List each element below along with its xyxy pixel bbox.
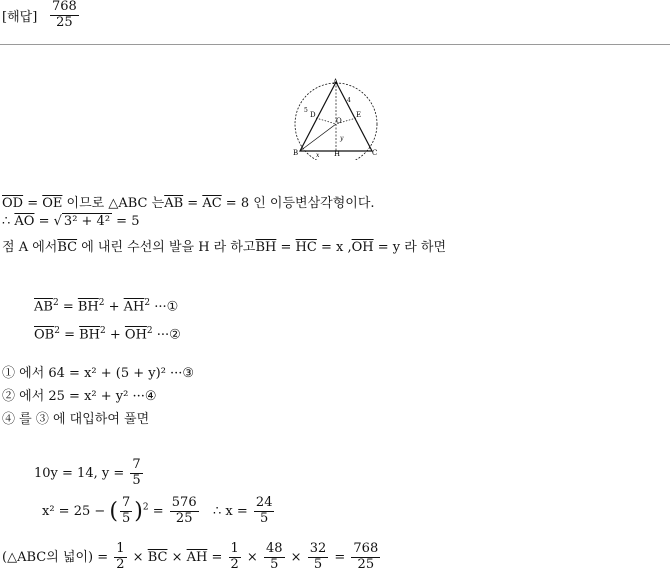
label: ···② <box>152 327 181 343</box>
text: 점 A 에서 <box>2 240 58 255</box>
numerator: 1 <box>230 541 239 556</box>
label-x: x <box>316 152 320 159</box>
segment-ac-text: $\overline{AC}$ <box>202 196 222 211</box>
segment-bh-text: $\overline{BH}$ <box>79 327 101 343</box>
times: × <box>128 549 148 565</box>
label-b: B <box>293 149 299 157</box>
step-3: ④ 를 ③ 에 대입하여 풀면 <box>2 412 150 427</box>
area-line <box>2 542 382 573</box>
segment-ob-text: $\overline{OB}$ <box>34 327 55 343</box>
label-4: 4 <box>347 97 351 104</box>
segment-ab-text: $\overline{AB}$ <box>34 299 53 315</box>
denominator: 5 <box>132 472 141 488</box>
answer-denominator: 25 <box>56 14 73 30</box>
segment-bh-text: $\overline{BH}$ <box>255 240 277 255</box>
text: 이므로 △ABC 는 <box>62 196 165 211</box>
text: = 8 인 이등변삼각형이다. <box>221 196 375 211</box>
segment-ab-text: $\overline{AB}$ <box>164 196 184 211</box>
area-label: (△ABC의 넓이) = <box>2 549 113 565</box>
denominator: 25 <box>175 510 193 526</box>
numerator: 32 <box>309 541 327 556</box>
equals: = <box>183 196 203 211</box>
denominator: 2 <box>230 556 239 572</box>
segment-oh-text: $\overline{OH}$ <box>124 327 147 343</box>
segment-hc-text: $\overline{HC}$ <box>295 240 317 255</box>
text: 에 내린 수선의 발을 H 라 하고 <box>77 240 256 255</box>
segment-ao-text: $\overline{AO}$ <box>14 214 35 229</box>
label-o: O <box>336 117 342 125</box>
label-e: E <box>356 111 362 119</box>
denominator: 25 <box>357 556 375 572</box>
equation-2: $\overline{OB}^2 = \overline{BH}^2 + \overline{OH}^2$ ···② <box>34 326 181 343</box>
text: = y 라 하면 <box>373 240 447 255</box>
segment-bh-text: $\overline{BH}$ <box>77 299 99 315</box>
label-5: 5 <box>304 107 308 114</box>
equals: = <box>207 549 227 565</box>
plus: + <box>105 327 125 343</box>
equals: = <box>34 214 54 229</box>
segment-oe-text: $\overline{OE}$ <box>42 196 63 211</box>
answer-numerator: 768 <box>52 0 77 14</box>
numerator: 7 <box>122 495 131 510</box>
segment-bc-text: $\overline{BC}$ <box>57 240 78 255</box>
label-c: C <box>372 149 378 157</box>
label-h: H <box>334 150 341 158</box>
answer-fraction <box>48 0 81 31</box>
solution-y <box>34 458 145 489</box>
numerator: 576 <box>171 495 197 510</box>
times: × <box>167 549 187 565</box>
numerator: 24 <box>255 495 273 510</box>
answer-label: [해답] <box>2 10 38 25</box>
numerator: 768 <box>353 541 379 556</box>
equals: = <box>23 196 43 211</box>
sqrt: √ 3² + 4² <box>53 214 111 229</box>
equals: = <box>330 549 350 565</box>
equation-1: $\overline{AB}^2 = \overline{BH}^2 + \overline{AH}^2$ ···① <box>34 298 179 315</box>
therefore: ∴ <box>2 214 15 229</box>
denominator: 5 <box>270 556 279 572</box>
triangle-figure <box>290 78 382 160</box>
step-2: ② 에서 25 = x² + y² ···④ <box>2 389 157 404</box>
label-a: A <box>333 78 339 86</box>
numerator: 48 <box>265 541 283 556</box>
segment-ah-text: $\overline{AH}$ <box>123 299 145 315</box>
result: = 5 <box>112 214 140 229</box>
denominator: 2 <box>116 556 125 572</box>
denominator: 5 <box>313 556 323 572</box>
segment-od-text: $\overline{OD}$ <box>2 196 24 211</box>
radicand: 3² + 4² <box>63 214 111 229</box>
line-isosceles <box>2 192 375 211</box>
equals: = <box>276 240 296 255</box>
line-setup <box>2 236 446 255</box>
divider <box>0 44 670 45</box>
numerator: 7 <box>132 457 141 472</box>
denominator: 5 <box>260 510 269 526</box>
label: ···① <box>150 299 179 315</box>
segment-bc-text: $\overline{BC}$ <box>147 549 168 565</box>
plus: + <box>104 299 124 315</box>
step-1: ① 에서 64 = x² + (5 + y)² ···③ <box>2 366 195 381</box>
segment-ob <box>300 124 336 151</box>
line-ao <box>2 214 139 229</box>
label-y: y <box>340 135 344 142</box>
text: 10y = 14, y = <box>34 465 129 481</box>
denominator: 5 <box>122 510 131 526</box>
text: x² = 25 − <box>42 503 110 519</box>
text: ∴ x = <box>213 503 252 519</box>
segment-ah-text: $\overline{AH}$ <box>186 549 208 565</box>
times: × <box>286 549 306 565</box>
times: × <box>242 549 262 565</box>
numerator: 1 <box>116 541 125 556</box>
segment-oh-text: $\overline{OH}$ <box>351 240 374 255</box>
segment-od <box>316 118 336 124</box>
equals: = <box>148 503 168 519</box>
label-d: D <box>310 111 316 119</box>
solution-x: x² = 25 − ( $\frac{7}{5}$ )$^2$ = $\frac{576}{25}$ ∴ x = $\frac{24}{5}$ <box>42 495 273 526</box>
text: = x , <box>316 240 352 255</box>
